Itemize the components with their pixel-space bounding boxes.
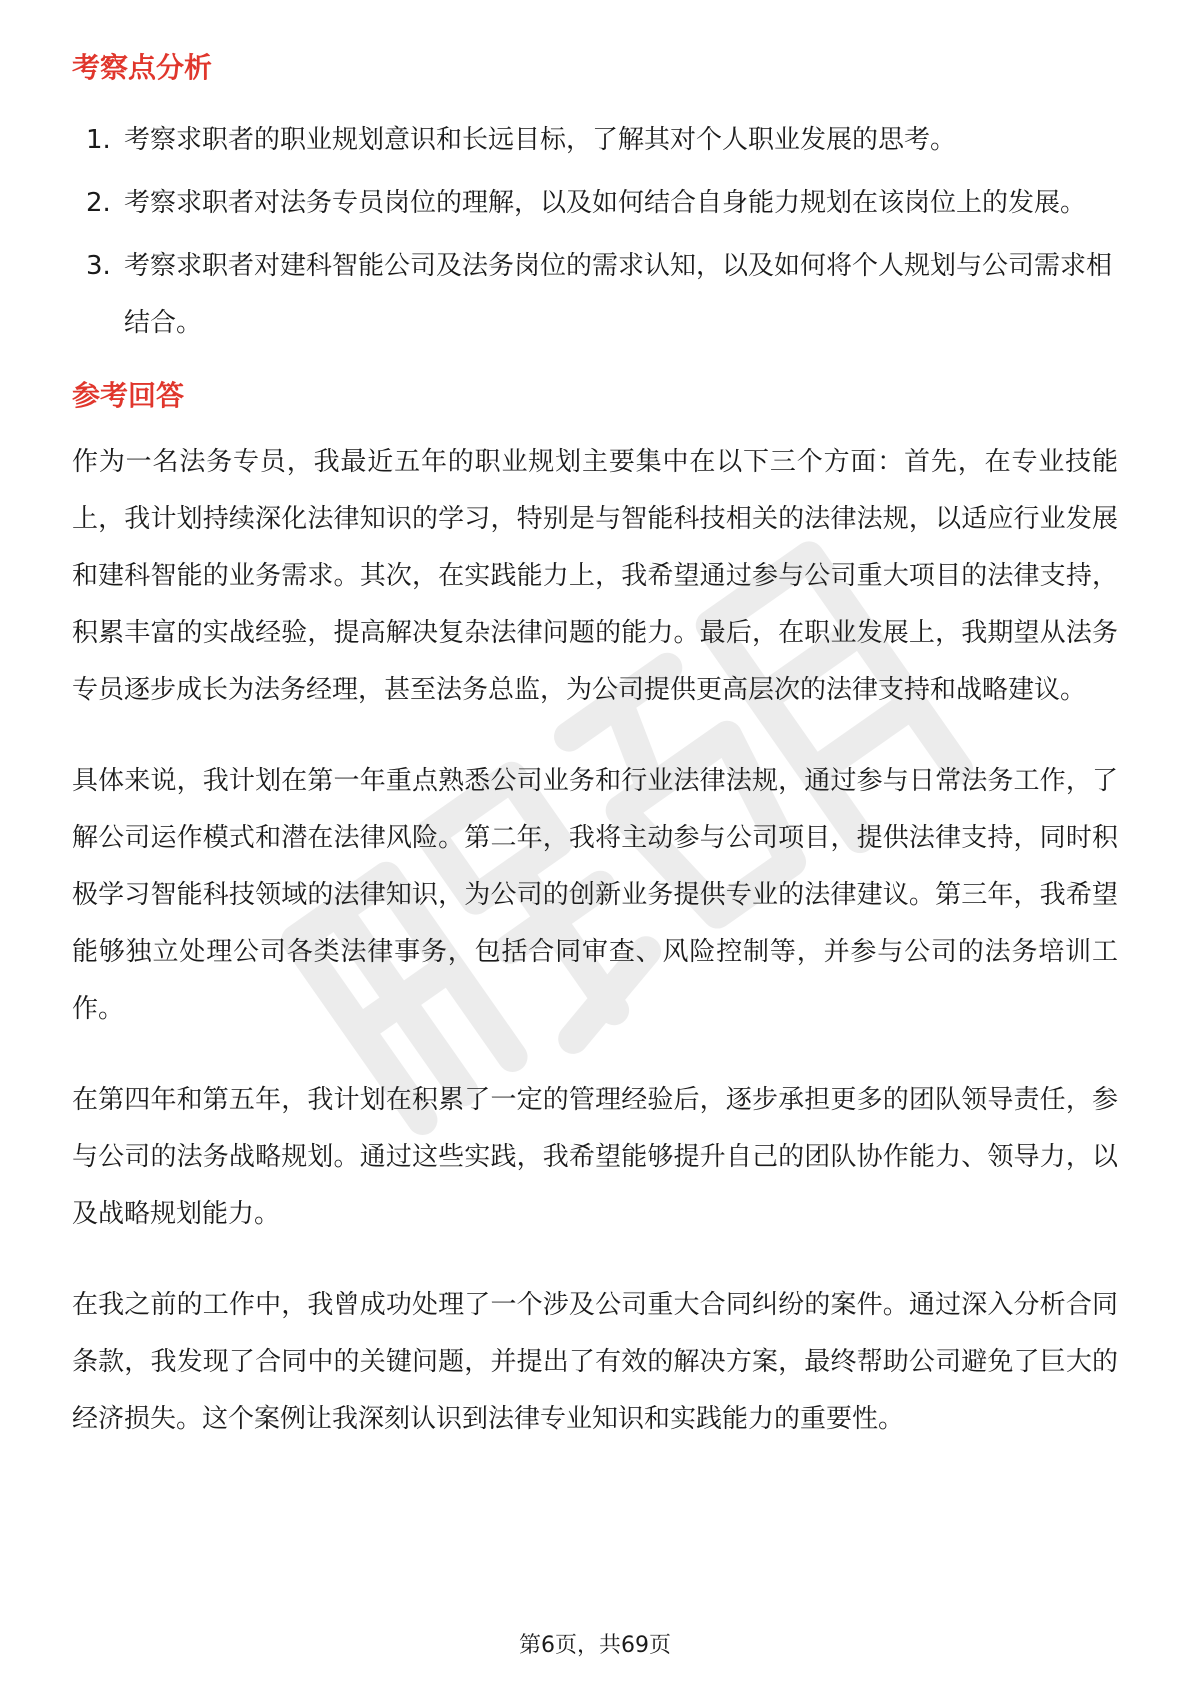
list-item bbox=[72, 112, 1118, 169]
analysis-list bbox=[72, 112, 1118, 352]
answer-paragraph: 具体来说，我计划在第一年重点熟悉公司业务和行业法律法规，通过参与日常法务工作，了解公司运作模式和潜在法律风险。第二年，我将主动参与公司项目，提供法律支持，同时积极学习智能科技领域的法律知识，为公司的创新业务提供专业的法律建议。第三年，我希望能够独立处理公司各类法律事务，包括合同审查、风险控制等，并参与公司的法务培训工作。 bbox=[72, 766, 1118, 1024]
list-item-text: 考察求职者的职业规划意识和长远目标，了解其对个人职业发展的思考。 bbox=[124, 125, 957, 155]
page-number: 第6页，共69页 bbox=[519, 1633, 671, 1658]
main-content bbox=[72, 46, 1118, 1482]
list-item-text: 考察求职者对法务专员岗位的理解，以及如何结合自身能力规划在该岗位上的发展。 bbox=[124, 188, 1087, 218]
answer-heading: 参考回答 bbox=[72, 379, 185, 412]
list-item-text: 考察求职者对建科智能公司及法务岗位的需求认知，以及如何将个人规划与公司需求相结合。 bbox=[124, 251, 1113, 338]
list-item-number: 1. bbox=[86, 125, 111, 155]
list-item-number: 3. bbox=[86, 251, 111, 281]
list-item-number: 2. bbox=[86, 188, 111, 218]
list-item bbox=[72, 175, 1118, 232]
answer-paragraph: 在第四年和第五年，我计划在积累了一定的管理经验后，逐步承担更多的团队领导责任，参与公司的法务战略规划。通过这些实践，我希望能够提升自己的团队协作能力、领导力，以及战略规划能力。 bbox=[72, 1085, 1118, 1229]
list-item bbox=[72, 238, 1118, 352]
answer-paragraph: 在我之前的工作中，我曾成功处理了一个涉及公司重大合同纠纷的案件。通过深入分析合同条款，我发现了合同中的关键问题，并提出了有效的解决方案，最终帮助公司避免了巨大的经济损失。这个案例让我深刻认识到法律专业知识和实践能力的重要性。 bbox=[72, 1290, 1118, 1434]
answer-paragraph: 作为一名法务专员，我最近五年的职业规划主要集中在以下三个方面：首先，在专业技能上，我计划持续深化法律知识的学习，特别是与智能科技相关的法律法规，以适应行业发展和建科智能的业务需求。其次，在实践能力上，我希望通过参与公司重大项目的法律支持，积累丰富的实战经验，提高解决复杂法律问题的能力。最后，在职业发展上，我期望从法务专员逐步成长为法务经理，甚至法务总监，为公司提供更高层次的法律支持和战略建议。 bbox=[72, 447, 1118, 705]
analysis-heading: 考察点分析 bbox=[72, 51, 213, 84]
